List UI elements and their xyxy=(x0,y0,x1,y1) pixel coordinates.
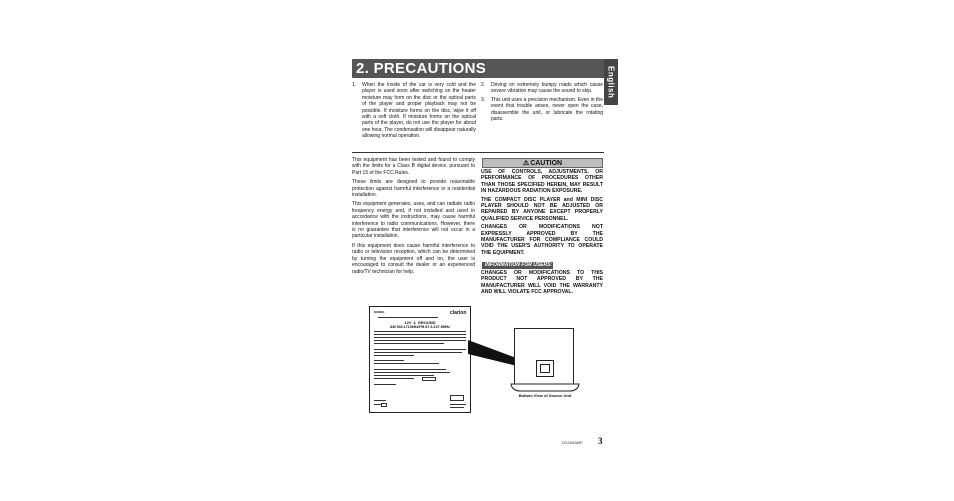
label-position-marker xyxy=(536,360,554,377)
precaution-item xyxy=(352,82,476,140)
label-model-line xyxy=(378,317,438,318)
fcc-paragraph: This equipment has been tested and found to comply with the limits for a Class B digital device, pursuant to Part 15 of the FCC Rules. xyxy=(352,157,475,176)
precautions-col-left xyxy=(352,82,476,142)
precaution-item xyxy=(481,82,603,95)
precaution-text: When the inside of the car is very cold and the player is used soon after switching on the heater moisture may form on the disc or the optical parts of the player and proper playback may not be possible. If moisture forms on the disc, wipe it off with a soft cloth. If moisture forms on the optical parts of the player, do not use the player for about one hour. The condensation will disappear naturally allowing normal operation. xyxy=(362,82,476,140)
precautions-col-right xyxy=(481,82,603,124)
fcc-statement xyxy=(352,157,475,278)
precaution-text: Driving on extremely bumpy roads which cause severe vibration may cause the sound to skip. xyxy=(491,82,603,95)
rating-label-illustration xyxy=(369,306,471,413)
caution-heading-text: CAUTION xyxy=(530,159,563,167)
info-users-heading: INFORMATION FOR USERS: xyxy=(482,262,553,269)
precaution-number: 3. xyxy=(481,96,486,103)
fcc-paragraph: These limits are designed to provide reasonable protection against harmful interference in a residential installation. xyxy=(352,179,475,199)
caution-heading xyxy=(482,158,603,168)
label-voltage: 12V ⏚ GROUND xyxy=(404,320,436,325)
caution-paragraph: THE COMPACT DISC PLAYER and MINI DISC PLAYER SHOULD NOT BE ADJUSTED OR REPAIRED BY ANYONE EXCEPT PROPERLY QUALIFIED SERVICE PERSONNEL. xyxy=(481,196,603,222)
precaution-number: 1. xyxy=(352,82,357,88)
precaution-number: 2. xyxy=(481,82,486,88)
figure-caption: Bottom View of Source Unit xyxy=(518,393,572,398)
caution-paragraph: USE OF CONTROLS, ADJUSTMENTS, OR PERFORMANCE OF PROCEDURES OTHER THAN THOSE SPECIFIED HEREIN, MAY RESULT IN HAZARDOUS RADIATION EXPOSURE. xyxy=(481,169,603,195)
language-tab xyxy=(604,59,618,105)
language-tab-label: English xyxy=(606,65,616,99)
fcc-paragraph: If this equipment does cause harmful interference to radio or television reception, which can be determined by turning the equipment off and on, the user is encouraged to consult the dealer or an experienced radio/TV technician for help. xyxy=(352,242,475,275)
precaution-text: This unit uses a precision mechanism. Even in the event that trouble arises, never open the case, disassemble the unit, or lubricate the rotating parts. xyxy=(491,96,603,123)
fcc-paragraph: This equipment generates, uses, and can radiate radio frequency energy and, if not installed and used in accordance with the instructions, may cause harmful interference to radio communications. However, there is no guarantee that interference will not occur in a particular installation. xyxy=(352,201,475,240)
info-users-text: CHANGES OR MODIFICATIONS TO THIS PRODUCT NOT APPROVED BY THE MANUFACTURER WILL VOID THE WARRANTY AND WILL VIOLATE FCC APPROVAL. xyxy=(481,270,603,296)
info-users-body xyxy=(481,270,603,298)
section-divider xyxy=(352,152,604,153)
page-number: 3 xyxy=(598,436,603,446)
brand-logo: clarion xyxy=(450,310,467,316)
warning-triangle-icon: ⚠ xyxy=(522,160,530,167)
label-model: MODEL xyxy=(374,310,385,314)
precaution-item xyxy=(481,97,603,123)
source-unit-body xyxy=(514,328,574,386)
section-title: 2. PRECAUTIONS xyxy=(352,59,604,78)
model-code: DXZ645MP xyxy=(562,440,583,445)
label-frequency: AM 530-1710kHz/FM 87.9-107.9MHz xyxy=(390,325,450,329)
caution-body xyxy=(481,169,603,258)
caution-paragraph: CHANGES OR MODIFICATIONS NOT EXPRESSLY APPROVED BY THE MANUFACTURER FOR COMPLIANCE COULD VOID THE USER'S AUTHORITY TO OPERATE THE EQUIPMENT. xyxy=(481,224,603,256)
